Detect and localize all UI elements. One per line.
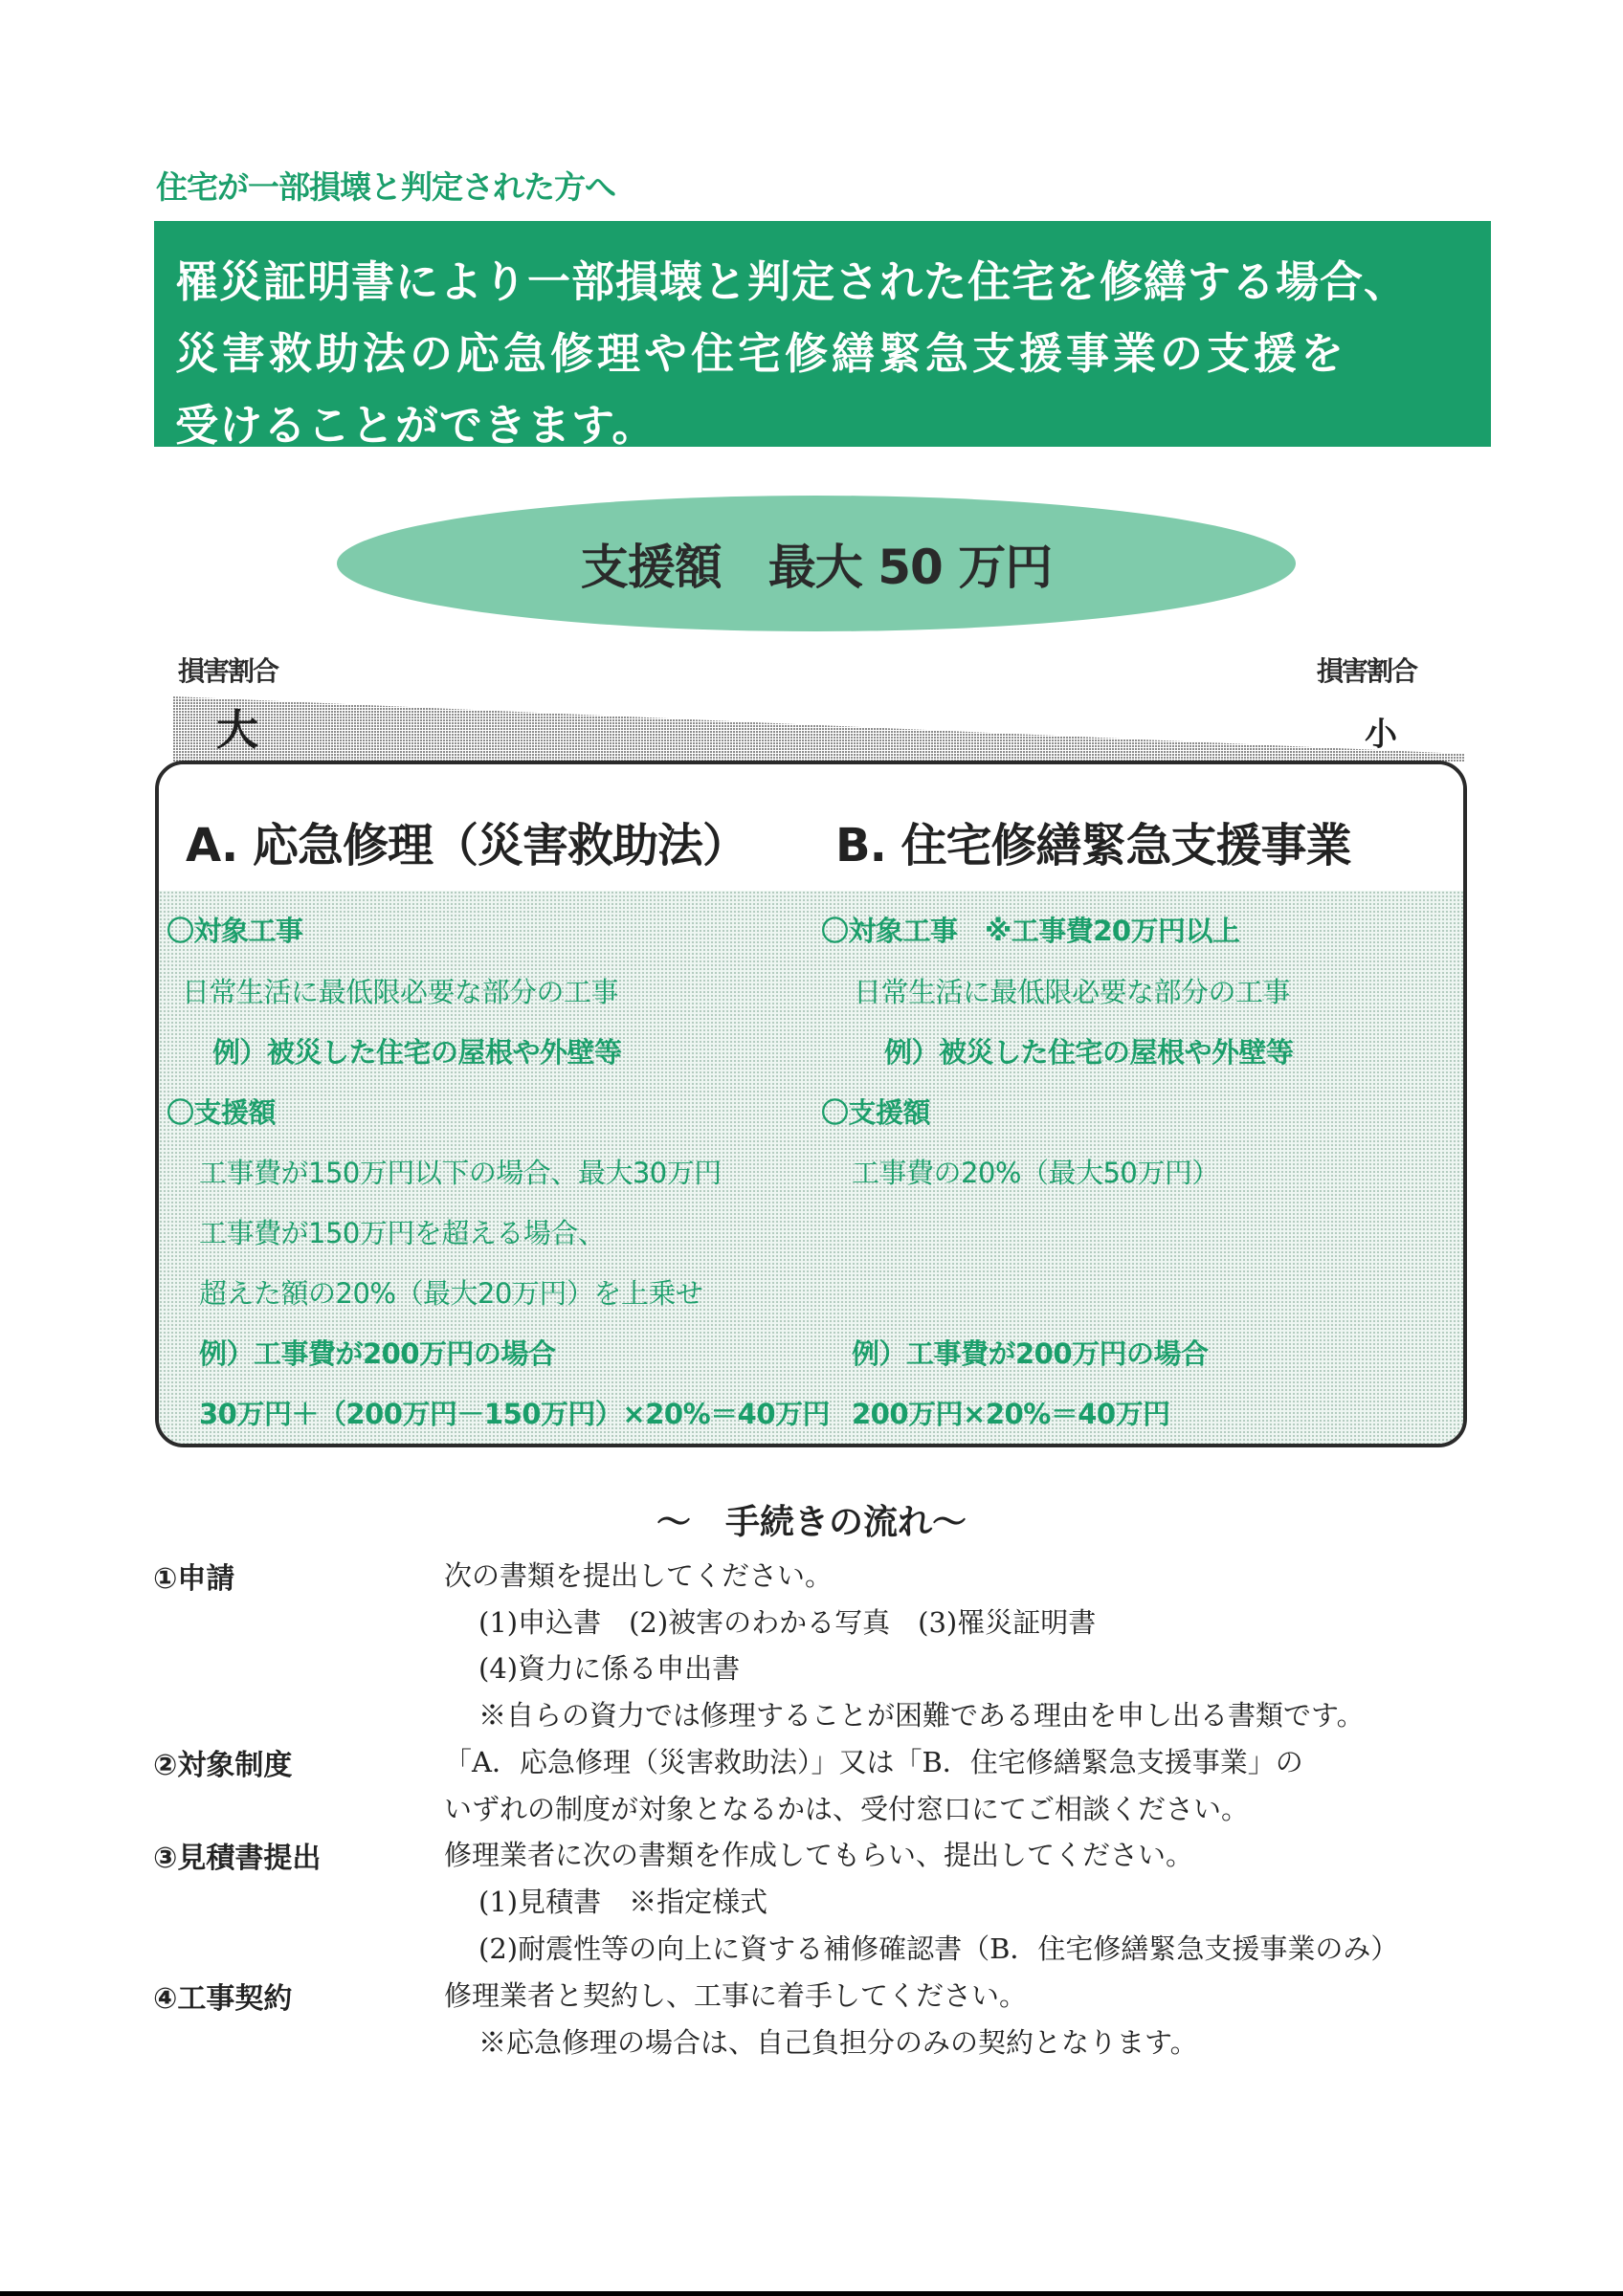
step-label-estimate: ③見積書提出: [153, 1842, 322, 1875]
loss-ratio-label-right: 損害割合: [1317, 655, 1417, 687]
loss-ratio-wedge-icon: [173, 696, 1465, 762]
program-b-line: 工事費の20%（最大50万円）: [852, 1157, 1219, 1189]
step-text: (1)見積書 ※指定様式: [478, 1886, 768, 1918]
step-text: ※応急修理の場合は、自己負担分のみの契約となります。: [478, 2026, 1198, 2059]
banner-line: 受けることができます。: [175, 400, 656, 451]
program-comparison-box: [155, 761, 1467, 1447]
audience-label: 住宅が一部損壊と判定された方へ: [156, 168, 615, 206]
intro-banner: [154, 221, 1491, 451]
page-bottom-edge: [0, 2291, 1623, 2296]
program-a-line: 超えた額の20%（最大20万円）を上乗せ: [199, 1277, 703, 1310]
program-b-line: 例）被災した住宅の屋根や外壁等: [884, 1036, 1294, 1069]
step-text: 次の書類を提出してください。: [444, 1559, 834, 1592]
step-text: (2)耐震性等の向上に資する補修確認書（B．住宅修繕緊急支援事業のみ）: [478, 1932, 1399, 1965]
loss-ratio-small: 小: [1365, 716, 1397, 754]
step-label-target-program: ②対象制度: [153, 1749, 293, 1782]
program-a-line: 〇対象工事: [167, 915, 303, 947]
program-a-line: 例）被災した住宅の屋根や外壁等: [212, 1036, 622, 1069]
program-b-line: 例）工事費が200万円の場合: [852, 1337, 1209, 1370]
step-text: (4)資力に係る申出書: [478, 1652, 741, 1685]
step-text: ※自らの資力では修理することが困難である理由を申し出る書類です。: [478, 1699, 1365, 1732]
program-titles: [159, 764, 1463, 891]
program-b-line: 〇支援額: [821, 1096, 931, 1129]
program-a-line: 〇支援額: [167, 1096, 277, 1129]
program-b-line: 日常生活に最低限必要な部分の工事: [854, 976, 1291, 1008]
step-label-application: ①申請: [153, 1562, 235, 1596]
program-a-line: 工事費が150万円以下の場合、最大30万円: [199, 1157, 722, 1189]
banner-line: 災害救助法の応急修理や住宅修繕緊急支援事業の支援を: [175, 328, 1348, 379]
step-text: 修理業者に次の書類を作成してもらい、提出してください。: [444, 1839, 1194, 1871]
support-amount-ellipse: [337, 496, 1296, 631]
support-amount-headline: 支援額 最大 50 万円: [580, 540, 1053, 595]
program-a-line: 工事費が150万円を超える場合、: [199, 1217, 606, 1249]
program-a-line: 日常生活に最低限必要な部分の工事: [182, 976, 619, 1008]
program-b-line: 〇対象工事 ※工事費20万円以上: [821, 915, 1240, 947]
procedure-title: ～ 手続きの流れ～: [656, 1503, 967, 1542]
step-text: (1)申込書 (2)被害のわかる写真 (3)罹災証明書: [478, 1606, 1097, 1639]
step-label-contract: ④工事契約: [153, 1982, 293, 2016]
step-text: いずれの制度が対象となるかは、受付窓口にてご相談ください。: [444, 1793, 1250, 1825]
step-text: 修理業者と契約し、工事に着手してください。: [444, 1979, 1028, 2012]
loss-ratio-large: 大: [216, 706, 258, 755]
program-a-line: 30万円＋（200万円－150万円）×20%＝40万円: [199, 1398, 830, 1430]
program-a-title: A. 応急修理（災害救助法）: [186, 819, 747, 872]
program-b-title: B. 住宅修繕緊急支援事業: [835, 819, 1351, 872]
loss-ratio-label-left: 損害割合: [178, 655, 278, 687]
banner-line: 罹災証明書により一部損壊と判定された住宅を修繕する場合、: [175, 256, 1409, 307]
program-a-line: 例）工事費が200万円の場合: [199, 1337, 556, 1370]
program-details: [159, 891, 1463, 1444]
program-b-line: 200万円×20%＝40万円: [852, 1398, 1170, 1430]
step-text: 「A．応急修理（災害救助法）」又は「B．住宅修繕緊急支援事業」の: [444, 1746, 1303, 1778]
